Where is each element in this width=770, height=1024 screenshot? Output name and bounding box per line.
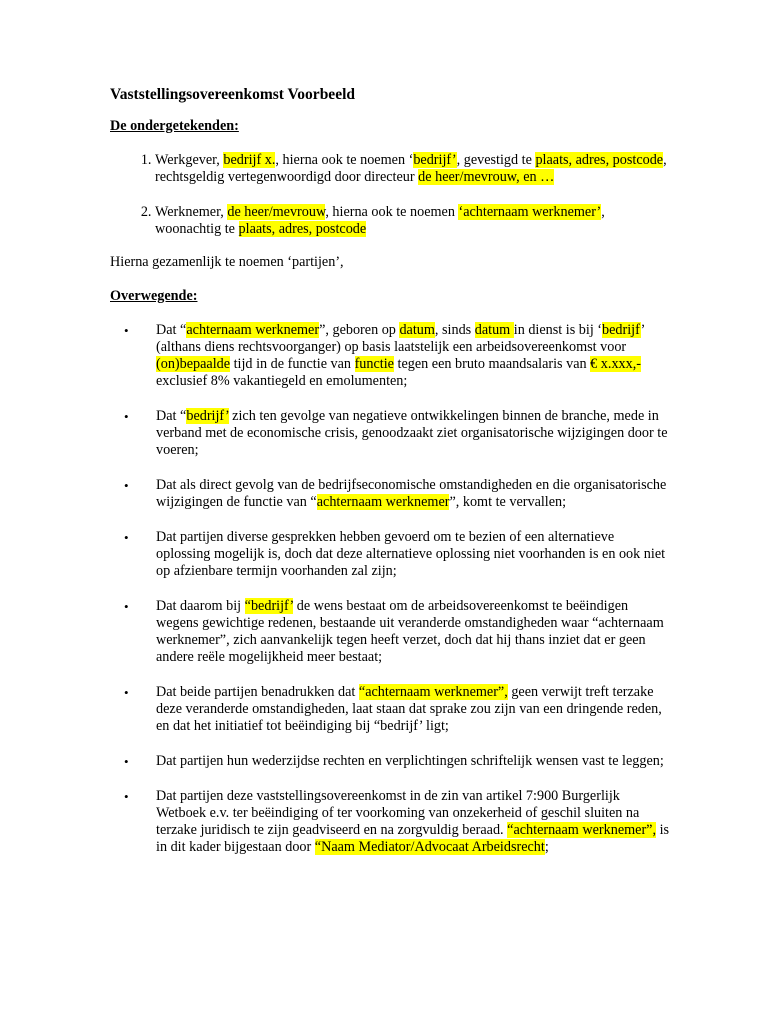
text-run: ”, komt te vervallen; <box>449 494 567 510</box>
highlighted-placeholder: functie <box>354 356 394 372</box>
text-run: Dat partijen diverse gesprekken hebben gevoerd om te bezien of een alternatieve oplossing mogelijk is, doch dat deze alternatieve oplossing niet voorhanden is en ook niet op afzienbare termijn voorhanden zal zijn; <box>156 529 666 579</box>
parties-list <box>110 152 670 238</box>
text-run: Dat als direct gevolg van de bedrijfseconomische omstandigheden en die organisatorische wijzigingen de functie van “ <box>156 477 667 510</box>
text-run: Dat partijen hun wederzijdse rechten en verplichtingen schriftelijk wensen vast te leggen; <box>156 753 664 769</box>
text-run: geen verwijt treft terzake deze veranderde omstandigheden, laat staan dat sprake zou zijn van een dringende reden, en dat het initiatief tot beëindiging bij “bedrijf’ ligt; <box>156 684 662 734</box>
party-item <box>155 152 670 186</box>
highlighted-placeholder: plaats, adres, postcode <box>238 221 367 237</box>
consideration-item <box>156 753 670 770</box>
highlighted-placeholder: “Naam Mediator/Advocaat Arbeidsrecht <box>314 839 545 855</box>
text-run: de wens bestaat om de arbeidsovereenkomst te beëindigen wegens gewichtige redenen, bestaande uit veranderde omstandigheden waar “achternaam werknemer”, zich aanvankelijk tegen heeft verzet, doch dat hij thans inziet dat er geen andere reële mogelijkheid meer bestaat; <box>156 598 664 665</box>
text-run: , hierna ook te noemen ‘ <box>275 152 414 168</box>
highlighted-placeholder: “achternaam werknemer”, <box>358 684 508 700</box>
heading-considerations: Overwegende: <box>110 288 198 304</box>
text-run: Dat beide partijen benadrukken dat <box>156 684 359 700</box>
text-run: ”, geboren op <box>319 322 400 338</box>
text-run: Dat partijen deze vaststellingsovereenkomst in de zin van artikel 7:900 Burgerlijk Wetboek e.v. ter beëindiging of ter voorkoming van onzekerheid of geschil sluiten na terzake juridisch te zijn geadviseerd en na zorgvuldig beraad. <box>156 788 640 838</box>
text-run: Werknemer, <box>155 204 228 220</box>
text-run: ; <box>544 839 549 855</box>
text-run: , woonachtig te <box>155 204 605 237</box>
highlighted-placeholder: “achternaam werknemer”, <box>507 822 657 838</box>
parties-summary: Hierna gezamenlijk te noemen ‘partijen’, <box>110 254 344 270</box>
text-run: zich ten gevolge van negatieve ontwikkelingen binnen de branche, mede in verband met de economische crisis, genoodzaakt ziet organisatorische wijzigingen door te voeren; <box>156 408 668 458</box>
document-title: Vaststellingsovereenkomst Voorbeeld <box>110 86 355 103</box>
consideration-item <box>156 477 670 511</box>
highlighted-placeholder: de heer/mevrouw <box>227 204 326 220</box>
highlighted-placeholder: de heer/mevrouw, en … <box>418 169 555 185</box>
consideration-item <box>156 788 670 856</box>
text-run: , hierna ook te noemen <box>325 204 459 220</box>
considerations-list <box>110 322 670 856</box>
text-run: tegen een bruto maandsalaris van <box>393 356 591 372</box>
highlighted-placeholder: bedrijf’ <box>186 408 229 424</box>
highlighted-placeholder: achternaam werknemer <box>316 494 450 510</box>
highlighted-placeholder: € x.xxx,- <box>590 356 641 372</box>
text-run: , gevestigd te <box>456 152 536 168</box>
highlighted-placeholder: bedrijf’ <box>413 152 457 168</box>
text-run: , rechtsgeldig vertegenwoordigd door directeur <box>155 152 667 185</box>
text-run: Dat “ <box>156 408 187 424</box>
highlighted-placeholder: plaats, adres, postcode <box>535 152 664 168</box>
document-page <box>110 86 670 874</box>
highlighted-placeholder: bedrijf <box>602 322 641 338</box>
consideration-item <box>156 322 670 390</box>
heading-parties: De ondergetekenden: <box>110 118 239 134</box>
highlighted-placeholder: bedrijf x. <box>223 152 276 168</box>
highlighted-placeholder: datum <box>399 322 435 338</box>
consideration-item <box>156 408 670 459</box>
text-run: Dat daarom bij <box>156 598 245 614</box>
text-run: is in dit kader bijgestaan door <box>156 822 670 855</box>
text-run: ’ (althans diens rechtsvoorganger) op basis laatstelijk een arbeidsovereenkomst voor <box>156 322 645 355</box>
consideration-item <box>156 529 670 580</box>
highlighted-placeholder: achternaam werknemer <box>186 322 320 338</box>
highlighted-placeholder: “bedrijf’ <box>244 598 294 614</box>
party-item <box>155 204 670 238</box>
text-run: in dienst is bij ‘ <box>513 322 603 338</box>
text-run: , sinds <box>434 322 475 338</box>
text-run: tijd in de functie van <box>230 356 355 372</box>
text-run: exclusief 8% vakantiegeld en emolumenten; <box>156 373 408 389</box>
text-run: Werkgever, <box>155 152 224 168</box>
highlighted-placeholder: ‘achternaam werknemer’ <box>458 204 602 220</box>
consideration-item <box>156 598 670 666</box>
highlighted-placeholder: datum <box>474 322 514 338</box>
text-run: Dat “ <box>156 322 187 338</box>
consideration-item <box>156 684 670 735</box>
highlighted-placeholder: (on)bepaalde <box>156 356 231 372</box>
